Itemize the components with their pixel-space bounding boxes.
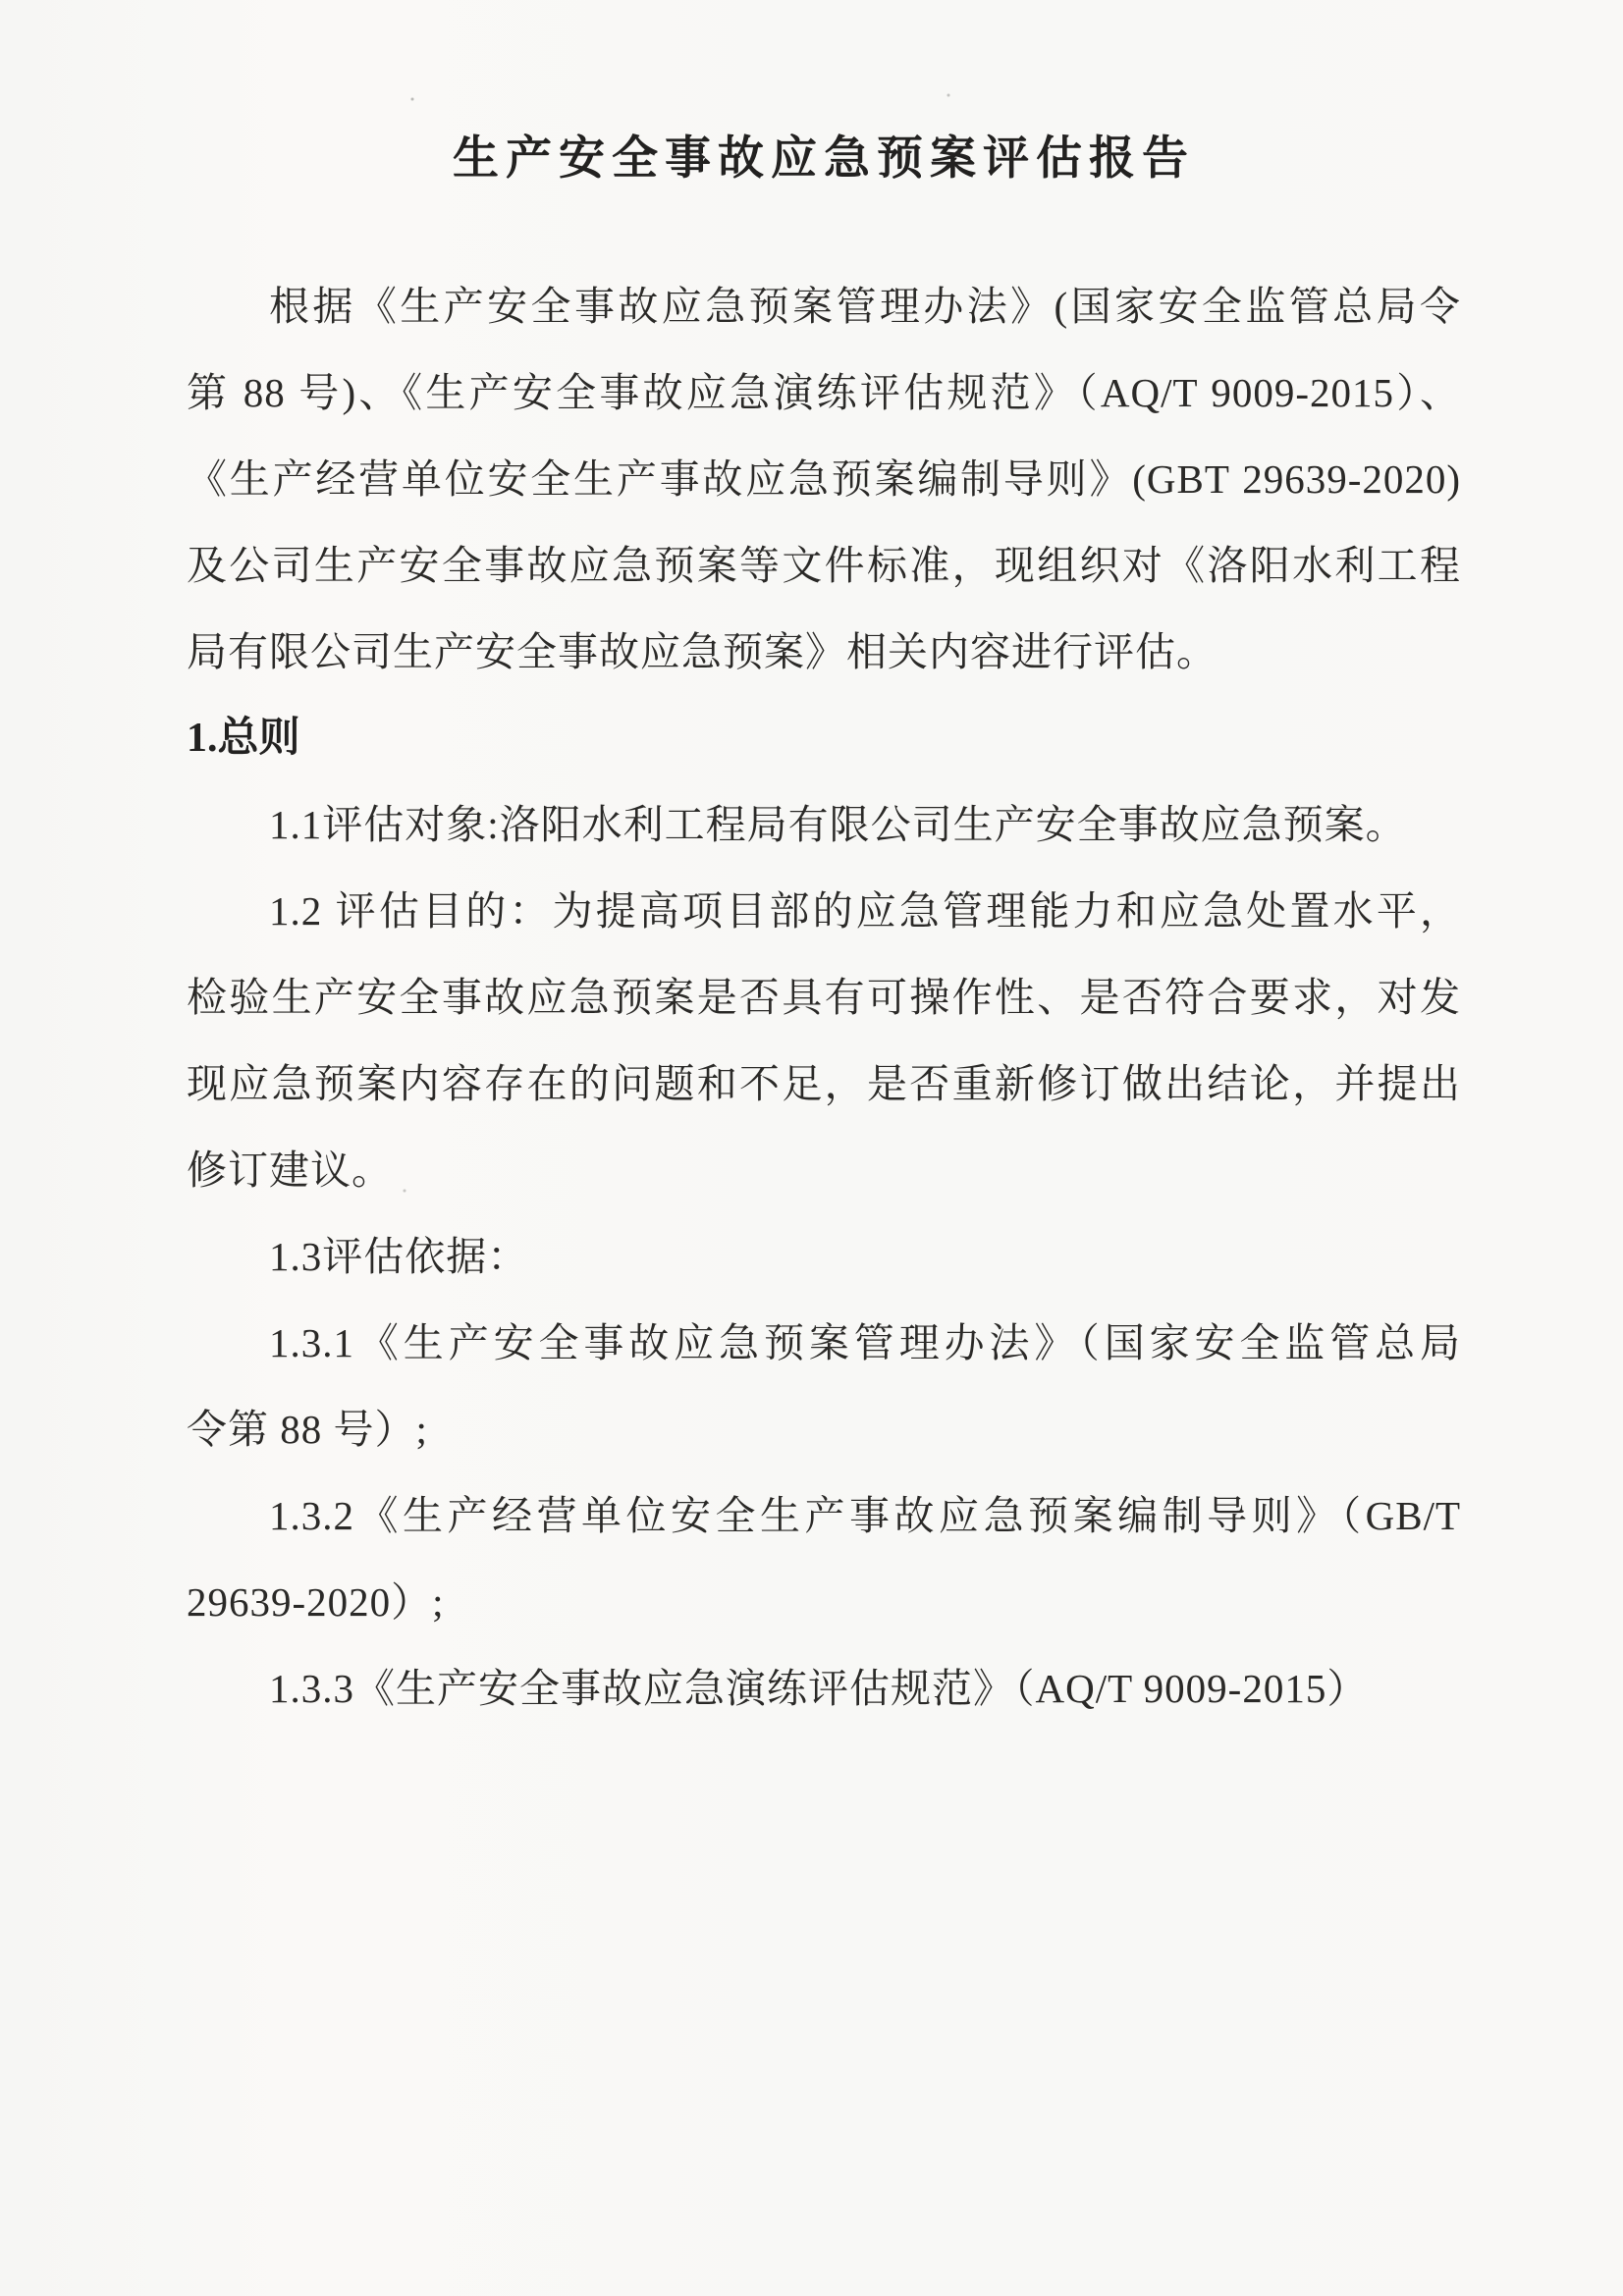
- item-1-3: 1.3评估依据：: [269, 1234, 529, 1279]
- intro-line: 及公司生产安全事故应急预案等文件标准，现组织对《洛阳水利工程: [187, 543, 1461, 588]
- intro-paragraph: [187, 263, 1461, 695]
- intro-line: 局有限公司生产安全事故应急预案》相关内容进行评估。: [187, 629, 1217, 674]
- document-title: 生产安全事故应急预案评估报告: [453, 133, 1195, 185]
- item-1-2-line: 1.2 评估目的：为提高项目部的应急管理能力和应急处置水平，: [269, 888, 1461, 934]
- item-1-3-2-paragraph: [187, 1472, 1461, 1645]
- item-1-2-paragraph: [187, 868, 1461, 1213]
- item-1-3-2-line: 1.3.2《生产经营单位安全生产事故应急预案编制导则》（GB/T: [269, 1493, 1461, 1538]
- intro-line: 根据《生产安全事故应急预案管理办法》(国家安全监管总局令: [269, 284, 1461, 329]
- item-1-1: 1.1评估对象:洛阳水利工程局有限公司生产安全事故应急预案。: [269, 802, 1407, 847]
- item-1-3-1-line: 令第 88 号）;: [187, 1407, 428, 1452]
- intro-line: 《生产经营单位安全生产事故应急预案编制导则》(GBT 29639-2020): [187, 456, 1461, 502]
- item-1-3-2-line: 29639-2020）;: [187, 1579, 445, 1625]
- item-1-2-line: 现应急预案内容存在的问题和不足，是否重新修订做出结论，并提出: [187, 1061, 1461, 1106]
- section-1-heading: 1.总则: [187, 716, 300, 761]
- item-1-2-line: 检验生产安全事故应急预案是否具有可操作性、是否符合要求，对发: [187, 975, 1461, 1020]
- item-1-3-1-line: 1.3.1《生产安全事故应急预案管理办法》（国家安全监管总局: [269, 1320, 1461, 1365]
- intro-line: 第 88 号)、《生产安全事故应急演练评估规范》（AQ/T 9009-2015）、: [187, 370, 1461, 415]
- item-1-3-3: 1.3.3《生产安全事故应急演练评估规范》（AQ/T 9009-2015）: [269, 1666, 1369, 1711]
- item-1-2-line: 修订建议。: [187, 1148, 393, 1193]
- item-1-3-1-paragraph: [187, 1300, 1461, 1472]
